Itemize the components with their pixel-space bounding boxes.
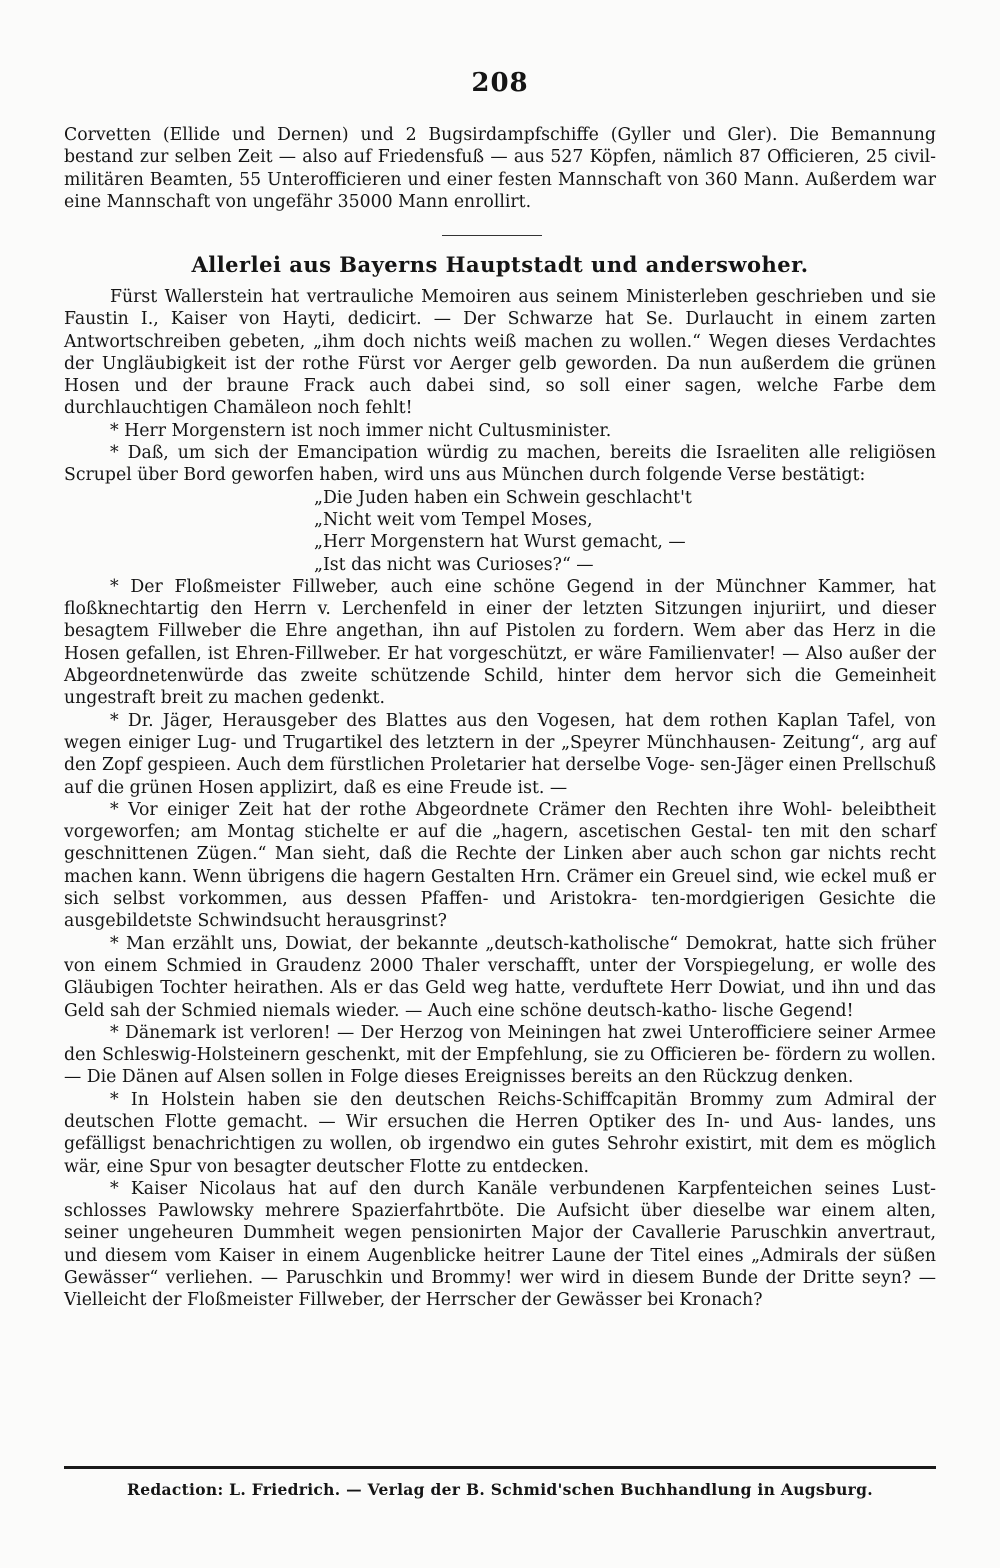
- verse-line: „Nicht weit vom Tempel Moses,: [314, 509, 593, 530]
- verse-line: „Ist das nicht was Curioses?“ —: [314, 554, 594, 575]
- text-line: schlosses Pawlowsky mehrere Spazierfahrtböte. Die Aufsicht über dieselbe war einem alten,: [64, 1201, 936, 1222]
- paragraph-wallerstein: [64, 286, 936, 420]
- article-body: [64, 286, 936, 1312]
- text-line: 87 Officieren, 25 civil-militären Beamten, 55 Unterofficieren und einer festen Mannschaft: [64, 147, 936, 190]
- page-number: 208: [471, 68, 529, 98]
- text-line: Zeitung“, arg auf den Zopf gespieen. Auch dem fürstlichen Proletarier hat derselbe Voge-: [64, 732, 936, 776]
- text-line: Dritte seyn? — Vielleicht der Floßmeister Fillweber, der Herrscher der Gewässer bei Kronach?: [64, 1268, 936, 1311]
- text-line: und ihn und das Geld sah der Schmied niemals wieder. — Auch eine schöne deutsch-katho-: [64, 978, 937, 1021]
- text-line: floßknechtartig den Herrn v. Lerchenfeld in einer der letzten Sitzungen injuriirt, und dieser: [64, 599, 936, 620]
- text-line: seiner ungeheuren Dummheit wegen pensionirten Major der Cavallerie Paruschkin anvertraut,: [64, 1223, 936, 1244]
- intro-paragraph: [64, 124, 936, 213]
- text-line: landes, uns gefälligst benachrichtigen zu wollen, ob irgendwo ein gutes Sehrohr existirt, mit: [64, 1111, 936, 1155]
- paragraph-jaeger: [64, 710, 936, 799]
- text-line: besagtem Fillweber die Ehre angethan, ihn auf Pistolen zu fordern. Wem aber das Herz in: [64, 621, 901, 642]
- text-line: seiner Armee den Schleswig-Holsteinern geschenkt, mit der Empfehlung, sie zu Officieren be-: [64, 1022, 936, 1066]
- text-line: Tafel, von wegen einiger Lug- und Trugartikel des letztern in der „Speyrer Münchhausen-: [64, 710, 936, 753]
- text-line: * In Holstein haben sie den deutschen Reichs-Schiffcapitän Brommy zum Admiral: [110, 1089, 895, 1110]
- text-line: Fürst Wallerstein hat vertrauliche Memoiren aus seinem Ministerleben geschrieben: [110, 287, 864, 307]
- text-line: * Kaiser Nicolaus hat auf den durch Kanäle verbundenen Karpfenteichen seines Lust-: [110, 1178, 936, 1199]
- text-line: ten-mordgierigen Gesichte die ausgebildetste Schwindsucht herausgrinst?: [64, 889, 936, 932]
- text-line: Bemannung bestand zur selben Zeit — also auf Friedensfuß — aus 527 Köpfen, nämlich: [64, 125, 936, 168]
- paragraph-morgenstern: [64, 420, 936, 442]
- paragraph-dowiat: [64, 933, 936, 1022]
- text-line: den Rückzug denken.: [664, 1067, 854, 1088]
- text-line: * Dr. Jäger, Herausgeber des Blattes aus den Vogesen, hat dem rothen Kaplan: [110, 710, 839, 731]
- text-line: und sie Faustin I., Kaiser von Hayti, dedicirt. — Der Schwarze hat Se. Durlaucht in: [64, 287, 936, 330]
- text-line: einem zarten Antwortschreiben gebeten, „ihm doch nichts weiß machen zu wollen.“ Wegen: [64, 309, 936, 352]
- text-line: von 360 Mann. Außerdem war eine Mannschaft von ungefähr 35000 Mann enrollirt.: [64, 169, 936, 212]
- text-line: dem es möglich wär, eine Spur von besagter deutscher Flotte zu entdecken.: [64, 1134, 936, 1177]
- text-line: * Herr Morgenstern ist noch immer nicht Cultusminister.: [110, 420, 612, 441]
- paragraph-fillweber: [64, 576, 936, 710]
- text-line: und diesem vom Kaiser in einem Augenblicke heitrer Laune der Titel eines „Admirals der: [64, 1245, 876, 1266]
- text-line: wolle des Gläubigen Tochter heirathen. Als er das Geld weg hatte, verduftete Herr Dowiat,: [64, 955, 936, 999]
- text-line: ten mit den scharf geschnittenen Zügen.“ Man sieht, daß die Rechte der Linken aber auch: [64, 822, 936, 865]
- section-heading: Allerlei aus Bayerns Hauptstadt und anderswoher.: [191, 252, 809, 277]
- text-line: außerdem die grünen Hosen und der braune Frack auch dabei sind, so soll einer sagen,: [64, 353, 936, 397]
- footer-rule: [64, 1466, 936, 1469]
- text-line: der deutschen Flotte gemacht. — Wir ersuchen die Herren Optiker des In- und Aus-: [64, 1089, 936, 1132]
- text-line: Corvetten (Ellide und Dernen) und 2 Bugsirdampfschiffe (Gyller und Gler). Die: [64, 125, 819, 145]
- text-line: — Also außer der Abgeordnetenwürde das zweite schützende Schild, hinter dem hervor: [64, 643, 937, 687]
- text-line: lische Gegend!: [722, 1000, 854, 1021]
- text-line: früher von einem Schmied in Graudenz 2000 Thaler verschafft, unter der Vorspiegelung, er: [64, 933, 936, 976]
- text-line: beleibtheit vorgeworfen; am Montag stichelte er auf die „hagern, ascetischen Gestal-: [64, 799, 936, 843]
- text-line: * Vor einiger Zeit hat der rothe Abgeordnete Crämer den Rechten ihre Wohl-: [110, 799, 833, 820]
- verse-line: „Herr Morgenstern hat Wurst gemacht, —: [314, 532, 686, 553]
- text-line: religiösen Scrupel über Bord geworfen haben, wird uns aus München durch folgende Verse: [64, 443, 936, 486]
- verse: [314, 487, 936, 576]
- paragraph-brommy: [64, 1089, 936, 1178]
- text-line: die Hosen gefallen, ist Ehren-Fillweber. Er hat vorgeschützt, er wäre Familienvater!: [64, 621, 936, 664]
- text-line: * Man erzählt uns, Dowiat, der bekannte „deutsch-katholische“ Demokrat, hatte sich: [110, 933, 874, 954]
- text-line: sen-Jäger einen Prellschuß auf die grünen Hosen applizirt, daß es eine Freude ist. —: [64, 755, 936, 798]
- text-line: fördern zu wollen. — Die Dänen auf Alsen sollen in Folge dieses Ereignisses bereits an: [64, 1045, 936, 1088]
- text-line: * Dänemark ist verloren! — Der Herzog von Meiningen hat zwei Unterofficiere: [110, 1022, 812, 1043]
- imprint: Redaction: L. Friedrich. — Verlag der B. Schmid'schen Buchhandlung in Augsburg.: [127, 1480, 873, 1499]
- paragraph-craemer: [64, 799, 936, 933]
- paragraph-nicolaus: [64, 1178, 936, 1312]
- paragraph-daenemark: [64, 1022, 936, 1089]
- text-line: welche Farbe dem durchlauchtigen Chamäleon noch fehlt!: [64, 376, 936, 419]
- text-line: * Der Floßmeister Fillweber, auch eine schöne Gegend in der Münchner Kammer, hat: [110, 576, 936, 597]
- text-line: schon gar nichts recht machen kann. Wenn übrigens die hagern Gestalten Hrn. Crämer: [64, 844, 936, 887]
- text-line: bestätigt:: [781, 465, 866, 486]
- text-line: ein Greuel sind, wie eckel muß er sich selbst vorkommen, aus dessen Pfaffen- und Aristokra-: [64, 866, 936, 910]
- text-line: * Daß, um sich der Emancipation würdig zu machen, bereits die Israeliten alle: [110, 443, 841, 464]
- verse-line: „Die Juden haben ein Schwein geschlacht't: [314, 487, 692, 508]
- paragraph-israeliten: [64, 442, 936, 487]
- text-line: süßen Gewässer“ verliehen. — Paruschkin und Brommy! wer wird in diesem Bunde der: [64, 1245, 936, 1289]
- intro-text: [64, 124, 936, 213]
- text-line: sich die Gemeinheit ungestraft breit zu machen gedenkt.: [64, 666, 936, 709]
- section-separator: [442, 235, 542, 236]
- text-line: dieses Verdachtes der Ungläubigkeit ist der rothe Fürst vor Aerger gelb geworden. Da nun: [64, 331, 937, 374]
